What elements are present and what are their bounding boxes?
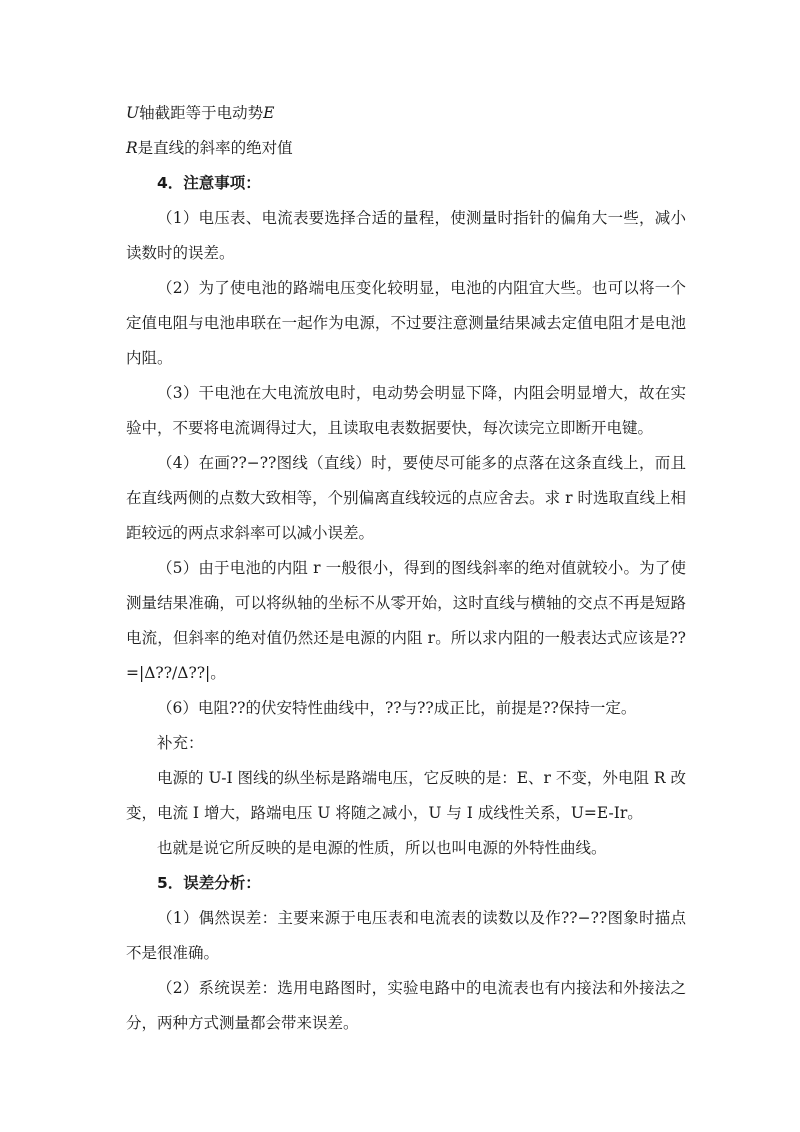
- section-4-item-1: （1）电压表、电流表要选择合适的量程，使测量时指针的偏角大一些，减小读数时的误差。: [126, 209, 686, 262]
- u-symbol: U: [126, 104, 140, 122]
- document-body: [126, 96, 686, 1041]
- section-4-heading: 4．注意事项：: [157, 174, 261, 192]
- section-5-item-2: （2）系统误差：选用电路图时，实验电路中的电流表也有内接法和外接法之分，两种方式测量都会带来误差。: [126, 979, 686, 1032]
- section-4-item-6: （6）电阻??的伏安特性曲线中，??与??成正比，前提是??保持一定。: [157, 699, 637, 717]
- u-intercept-text: 轴截距等于电动势: [139, 104, 264, 122]
- r-symbol: R: [126, 139, 138, 157]
- r-slope-text: 是直线的斜率的绝对值: [137, 139, 293, 157]
- e-symbol: E: [263, 104, 275, 122]
- section-4-item-2: （2）为了使电池的路端电压变化较明显，电池的内阻宜大些。也可以将一个定值电阻与电池串联在一起作为电源，不过要注意测量结果减去定值电阻才是电池内阻。: [126, 279, 686, 367]
- section-4-item-5: （5）由于电池的内阻 r 一般很小，得到的图线斜率的绝对值就较小。为了使测量结果准确，可以将纵轴的坐标不从零开始，这时直线与横轴的交点不再是短路电流，但斜率的绝对值仍然还是电源的内阻 r。所以求内阻的一般表达式应该是??=|Δ??/Δ??|。: [126, 559, 686, 682]
- supplement-paragraph-1: 电源的 U-I 图线的纵坐标是路端电压，它反映的是：E、r 不变，外电阻 R 改变，电流 I 增大，路端电压 U 将随之减小，U 与 I 成线性关系，U=E-Ir。: [126, 769, 686, 822]
- u-intercept-line: [126, 96, 686, 131]
- section-4-item-3: （3）干电池在大电流放电时，电动势会明显下降，内阻会明显增大，故在实验中，不要将电流调得过大，且读取电表数据要快，每次读完立即断开电键。: [126, 384, 686, 437]
- r-slope-line: [126, 131, 686, 166]
- section-5-item-1: （1）偶然误差：主要来源于电压表和电流表的读数以及作??−??图象时描点不是很准确。: [126, 909, 686, 962]
- supplement-paragraph-2: 也就是说它所反映的是电源的性质，所以也叫电源的外特性曲线。: [157, 839, 607, 857]
- section-4-item-4: （4）在画??−??图线（直线）时，要使尽可能多的点落在这条直线上，而且在直线两侧的点数大致相等，个别偏离直线较远的点应舍去。求 r 时选取直线上相距较远的两点求斜率可以减小误差。: [126, 454, 686, 542]
- section-5-heading: 5．误差分析：: [157, 874, 261, 892]
- supplement-label: 补充：: [157, 734, 204, 752]
